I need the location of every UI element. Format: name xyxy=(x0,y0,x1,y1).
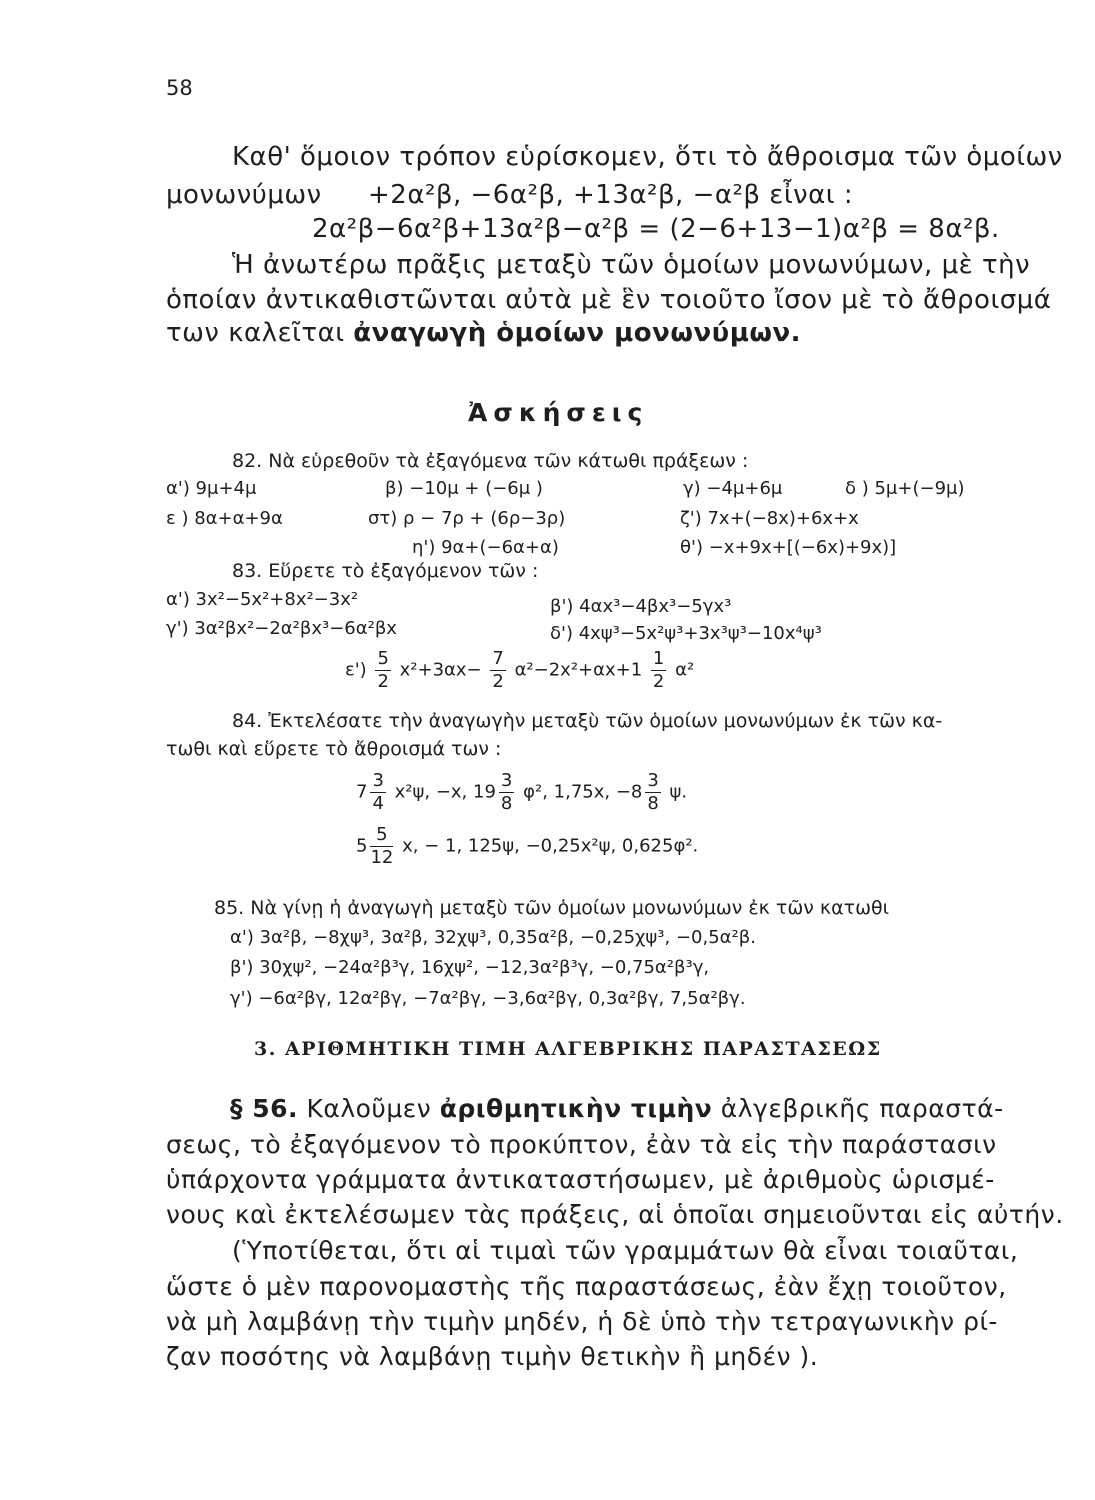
intro-line-6 xyxy=(166,318,801,348)
section56-l1b: ἀλγεβρικῆς παραστά- xyxy=(720,1094,1004,1123)
ex83-e-fraction-3 xyxy=(651,650,666,691)
ex83-e-part-3: α² xyxy=(675,659,695,681)
ex84-r2-fraction xyxy=(370,826,393,867)
exercises-title: Ἀσκήσεις xyxy=(468,398,649,427)
ex84-r1-a-rest: x²ψ, −x, 19 xyxy=(394,781,496,803)
ex85-label: 85. Νὰ γίνῃ ἡ ἀναγωγὴ μεταξὺ τῶν ὁμοίων μονωνύμων ἐκ τῶν κατωθι xyxy=(214,897,890,919)
ex84-line-1: 84. Ἐκτελέσατε τὴν ἀναγωγὴν μεταξὺ τῶν ὁμοίων μονωνύμων ἐκ τῶν κα- xyxy=(232,710,943,732)
ex83-e-fraction-2 xyxy=(490,650,505,691)
section56-line-1 xyxy=(230,1094,1004,1123)
ex83-e-fraction-1 xyxy=(375,650,390,691)
ex83-item-b: β') 4αx³−4βx³−5γx³ xyxy=(550,596,732,617)
ex82-item-st: στ) ρ − 7ρ + (6ρ−3ρ) xyxy=(368,508,566,529)
section56-line-8: ζαν ποσότης νὰ λαμβάνῃ τιμὴν θετικὴν ἢ μηδέν ). xyxy=(166,1342,819,1371)
intro-line-2-label: μονωνύμων xyxy=(166,180,322,210)
intro-line-5: ὁποίαν ἀντικαθιστῶνται αὐτὰ μὲ ἓν τοιοῦτο ἴσον μὲ τὸ ἄθροισμά xyxy=(166,285,1052,315)
ex84-r1-fraction-c xyxy=(645,772,660,813)
fraction-numerator: 5 xyxy=(370,826,393,847)
ex84-row-1 xyxy=(356,772,687,813)
section56-line-4: νους καὶ ἐκτελέσωμεν τὰς πράξεις, αἱ ὁποῖαι σημειοῦνται εἰς αὐτήν. xyxy=(166,1200,1064,1229)
intro-formula: 2α²β−6α²β+13α²β−α²β = (2−6+13−1)α²β = 8α²β. xyxy=(312,214,1000,244)
fraction-denominator: 8 xyxy=(647,793,659,814)
ex84-r1-whole: 7 xyxy=(356,781,368,803)
fraction-denominator: 2 xyxy=(377,671,389,692)
section56-l1a: Καλοῦμεν xyxy=(306,1094,432,1123)
ex84-r1-c-rest: ψ. xyxy=(669,781,688,803)
ex83-e-label: ε') xyxy=(345,659,367,681)
intro-line-6-text: των καλεῖται xyxy=(166,318,345,348)
intro-term-bold: ἀναγωγὴ ὁμοίων μονωνύμων. xyxy=(353,318,802,348)
fraction-numerator: 5 xyxy=(377,648,389,669)
ex82-item-th: θ') −x+9x+[(−6x)+9x)] xyxy=(680,537,897,558)
fraction-numerator: 1 xyxy=(652,648,665,669)
ex83-e-part-1: x²+3αx− xyxy=(399,659,482,681)
ex85-item-c: γ') −6α²βγ, 12α²βγ, −7α²βγ, −3,6α²βγ, 0,3α²βγ, 7,5α²βγ. xyxy=(230,988,746,1009)
ex82-item-e: ε ) 8α+α+9α xyxy=(166,508,283,529)
ex85-item-b: β') 30χψ², −24α²β³γ, 16χψ², −12,3α²β³γ, −0,75α²β³γ, xyxy=(230,957,710,978)
ex84-line-2: τωθι καὶ εὕρετε τὸ ἄθροισμά των : xyxy=(166,738,502,760)
ex84-r1-fraction-a xyxy=(370,772,385,813)
section56-line-2: σεως, τὸ ἐξαγόμενον τὸ προκύπτον, ἐὰν τὰ εἰς τὴν παράστασιν xyxy=(166,1130,997,1159)
fraction-denominator: 4 xyxy=(372,793,384,814)
fraction-denominator: 2 xyxy=(492,671,504,692)
fraction-numerator: 3 xyxy=(372,770,384,791)
intro-line-2-terms: +2α²β, −6α²β, +13α²β, −α²β εἶναι : xyxy=(368,180,854,210)
ex82-item-b: β) −10μ + (−6μ ) xyxy=(385,478,543,499)
fraction-numerator: 3 xyxy=(647,770,659,791)
ex84-r1-fraction-b xyxy=(499,772,514,813)
intro-line-4: Ἡ ἀνωτέρω πρᾶξις μεταξὺ τῶν ὁμοίων μονωνύμων, μὲ τὴν xyxy=(232,250,1031,280)
section56-line-7: νὰ μὴ λαμβάνῃ τὴν τιμὴν μηδέν, ἡ δὲ ὑπὸ τὴν τετραγωνικὴν ρί- xyxy=(166,1307,998,1336)
ex83-item-d: δ') 4xψ³−5x²ψ³+3x³ψ³−10x⁴ψ³ xyxy=(550,623,822,644)
fraction-numerator: 3 xyxy=(500,770,513,791)
ex82-label: 82. Νὰ εὑρεθοῦν τὰ ἐξαγόμενα τῶν κάτωθι πράξεων : xyxy=(232,450,749,472)
ex84-r2-rest: x, − 1, 125ψ, −0,25x²ψ, 0,625φ². xyxy=(402,835,699,857)
section56-line-3: ὑπάρχοντα γράμματα ἀντικαταστήσωμεν, μὲ ἀριθμοὺς ὡρισμέ- xyxy=(166,1165,995,1194)
page-number: 58 xyxy=(166,76,193,100)
intro-line-1: Καθ' ὅμοιον τρόπον εὑρίσκομεν, ὅτι τὸ ἄθροισμα τῶν ὁμοίων xyxy=(232,142,1063,172)
ex83-item-c: γ') 3α²βx²−2α²βx³−6α²βx xyxy=(166,618,397,639)
ex82-item-z: ζ') 7x+(−8x)+6x+x xyxy=(680,508,859,529)
ex82-item-a: α') 9μ+4μ xyxy=(166,478,257,499)
ex82-item-c: γ) −4μ+6μ xyxy=(683,478,783,499)
fraction-denominator: 2 xyxy=(652,671,665,692)
ex83-e-part-2: α²−2x²+αx+1 xyxy=(514,659,643,681)
ex84-r1-b-rest: φ², 1,75x, −8 xyxy=(523,781,643,803)
fraction-numerator: 7 xyxy=(492,648,504,669)
ex83-label: 83. Εὕρετε τὸ ἐξαγόμενον τῶν : xyxy=(232,560,539,582)
section-marker: § 56. xyxy=(230,1094,298,1123)
fraction-denominator: 8 xyxy=(500,793,513,814)
ex83-item-e xyxy=(345,650,694,691)
ex83-item-a: α') 3x²−5x²+8x²−3x² xyxy=(166,589,359,610)
section-heading: 3. ΑΡΙΘΜΗΤΙΚΗ ΤΙΜΗ ΑΛΓΕΒΡΙΚΗΣ ΠΑΡΑΣΤΑΣΕΩΣ xyxy=(254,1038,882,1060)
ex85-item-a: α') 3α²β, −8χψ³, 3α²β, 32χψ³, 0,35α²β, −0,25χψ³, −0,5α²β. xyxy=(230,927,756,948)
ex82-item-d: δ ) 5μ+(−9μ) xyxy=(845,478,965,499)
fraction-denominator: 12 xyxy=(370,847,394,868)
section56-line-5: (Ὑποτίθεται, ὅτι αἱ τιμαὶ τῶν γραμμάτων θὰ εἶναι τοιαῦται, xyxy=(232,1236,1019,1265)
section56-line-6: ὥστε ὁ μὲν παρονομαστὴς τῆς παραστάσεως, ἐὰν ἔχῃ τοιοῦτον, xyxy=(166,1272,1007,1301)
ex84-row-2 xyxy=(356,826,698,867)
ex82-item-h: η') 9α+(−6α+α) xyxy=(412,537,559,558)
section56-bold-term: ἀριθμητικὴν τιμὴν xyxy=(439,1094,713,1123)
ex84-r2-whole: 5 xyxy=(356,835,368,857)
